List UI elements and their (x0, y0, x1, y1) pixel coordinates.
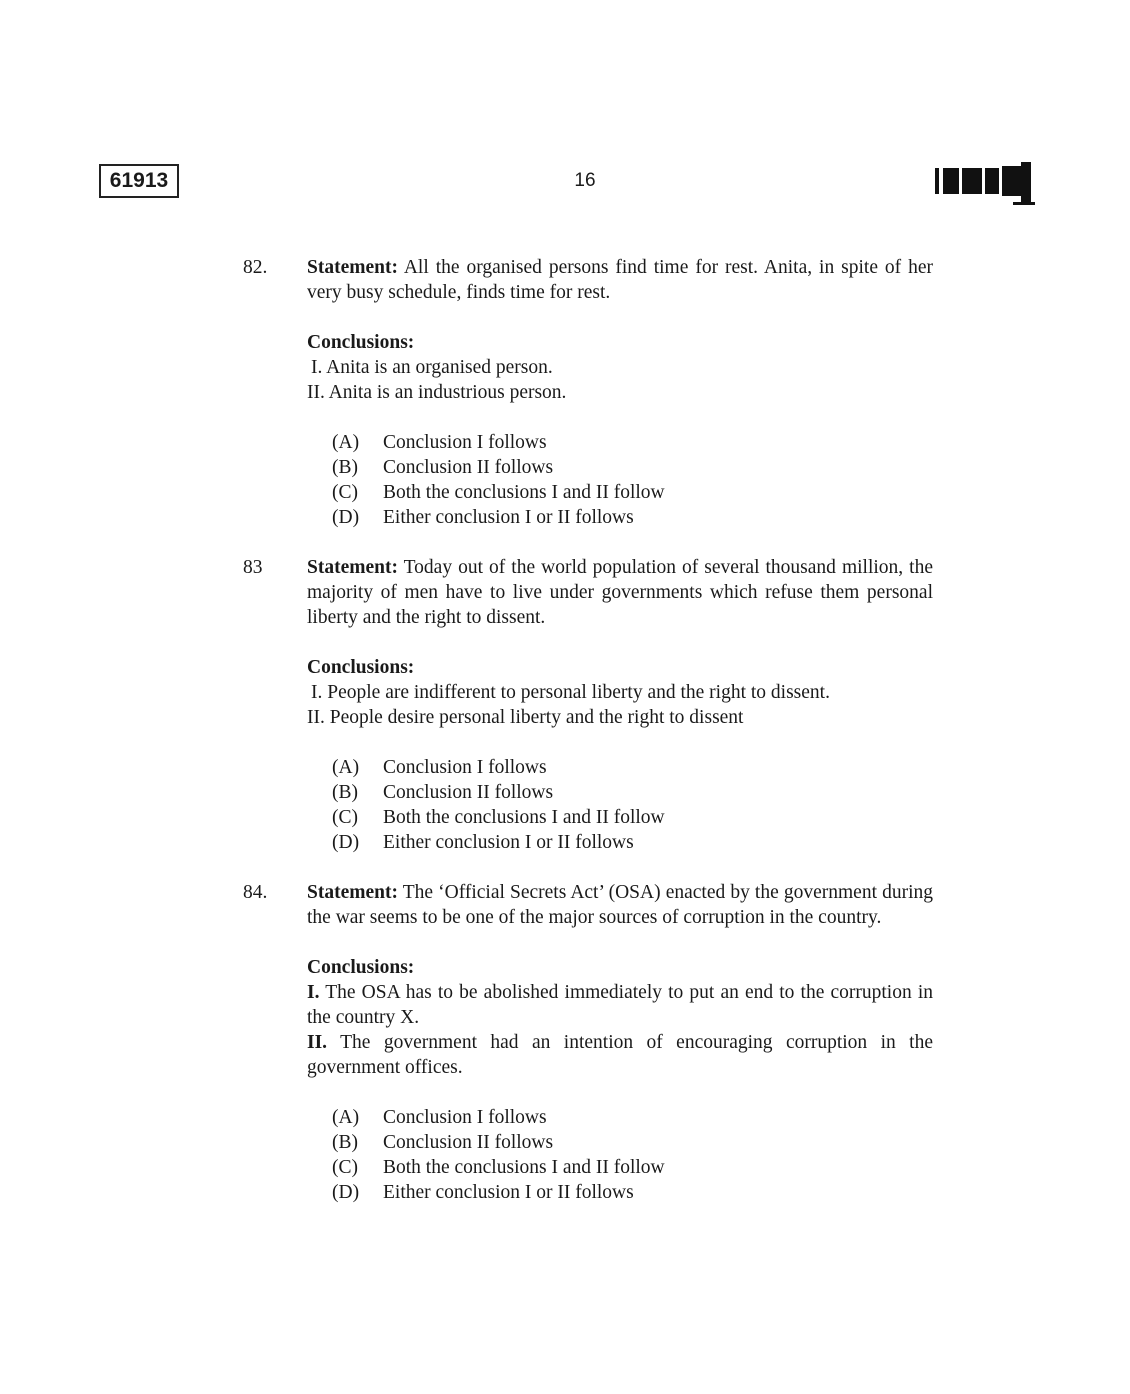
option-text: Conclusion II follows (383, 782, 554, 803)
paper-code-box: 61913 (99, 164, 179, 198)
option-letter: (B) (332, 457, 358, 478)
conclusion-2: II. People desire personal liberty and the right to dissent (307, 707, 744, 728)
conclusion-text: The OSA has to be abolished immediately to put an end to the corruption in the country X. (307, 982, 933, 1028)
option-b[interactable] (332, 780, 933, 805)
page-number: 16 (574, 170, 596, 191)
option-a[interactable] (332, 755, 933, 780)
option-letter: (C) (332, 807, 358, 828)
conclusion-2: II. Anita is an industrious person. (307, 382, 567, 403)
option-letter: (A) (332, 1107, 360, 1128)
option-a[interactable] (332, 430, 933, 455)
option-letter: (D) (332, 507, 360, 528)
option-text: Both the conclusions I and II follow (383, 482, 665, 503)
option-c[interactable] (332, 1155, 933, 1180)
option-text: Conclusion II follows (383, 457, 554, 478)
conclusions-title: Conclusions: (307, 657, 415, 678)
statement-text: The ‘Official Secrets Act’ (OSA) enacted by the government during the war seems to be one of the major sources of corruption in the country. (307, 882, 933, 928)
option-letter: (D) (332, 1182, 360, 1203)
option-letter: (C) (332, 482, 358, 503)
statement-text: Today out of the world population of several thousand million, the majority of men have to live under governments which refuse them personal liberty and the right to dissent. (307, 557, 933, 628)
options-list (307, 430, 933, 530)
conclusion-1: I. Anita is an organised person. (311, 357, 553, 378)
option-c[interactable] (332, 480, 933, 505)
option-a[interactable] (332, 1105, 933, 1130)
option-text: Both the conclusions I and II follow (383, 1157, 665, 1178)
option-text: Either conclusion I or II follows (383, 1182, 634, 1203)
option-text: Conclusion I follows (383, 432, 547, 453)
barcode-mark (933, 160, 1037, 208)
question-number: 84. (243, 882, 268, 903)
statement (307, 555, 933, 630)
option-text: Conclusion I follows (383, 1107, 547, 1128)
statement-label: Statement: (307, 882, 398, 903)
conclusion-1 (307, 980, 933, 1030)
statement (307, 880, 933, 930)
option-letter: (A) (332, 757, 360, 778)
option-text: Either conclusion I or II follows (383, 832, 634, 853)
conclusion-text: The government had an intention of encouraging corruption in the government offices. (307, 1032, 933, 1078)
option-text: Conclusion II follows (383, 1132, 554, 1153)
option-letter: (A) (332, 432, 360, 453)
statement-label: Statement: (307, 257, 398, 278)
conclusion-numeral: I. (307, 982, 320, 1003)
option-b[interactable] (332, 455, 933, 480)
option-text: Both the conclusions I and II follow (383, 807, 665, 828)
question-number: 83 (243, 557, 263, 578)
statement (307, 255, 933, 305)
option-d[interactable] (332, 1180, 933, 1205)
option-c[interactable] (332, 805, 933, 830)
statement-text: All the organised persons find time for rest. Anita, in spite of her very busy schedule, finds time for rest. (307, 257, 933, 303)
conclusions-title: Conclusions: (307, 332, 415, 353)
option-d[interactable] (332, 505, 933, 530)
option-letter: (C) (332, 1157, 358, 1178)
option-d[interactable] (332, 830, 933, 855)
option-letter: (B) (332, 1132, 358, 1153)
question-number: 82. (243, 257, 268, 278)
conclusion-2 (307, 1030, 933, 1080)
conclusions-title: Conclusions: (307, 957, 415, 978)
statement-label: Statement: (307, 557, 398, 578)
options-list (307, 1105, 933, 1205)
option-letter: (D) (332, 832, 360, 853)
option-text: Conclusion I follows (383, 757, 547, 778)
conclusion-numeral: II. (307, 1032, 328, 1053)
conclusion-1: I. People are indifferent to personal liberty and the right to dissent. (311, 682, 830, 703)
option-text: Either conclusion I or II follows (383, 507, 634, 528)
option-letter: (B) (332, 782, 358, 803)
options-list (307, 755, 933, 855)
option-b[interactable] (332, 1130, 933, 1155)
